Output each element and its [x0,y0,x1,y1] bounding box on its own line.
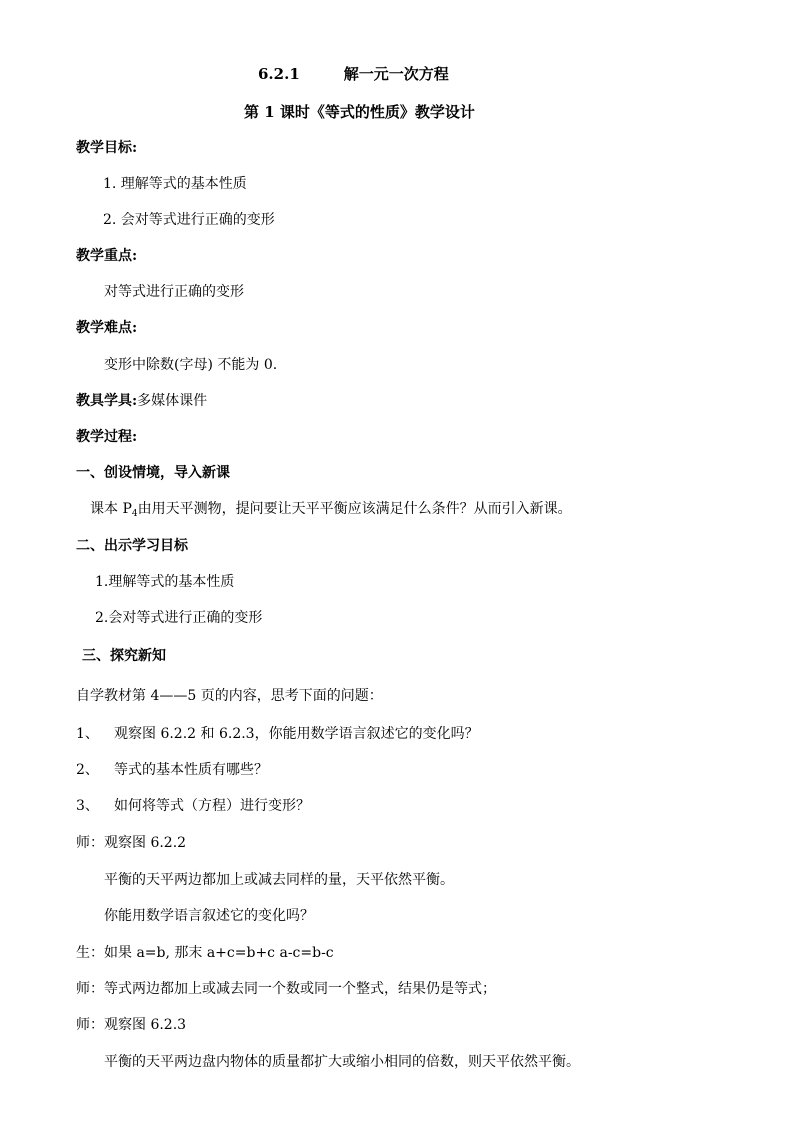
tools-heading: 教具学具: [76,393,138,409]
teacher-line-1: 师：观察图 6.2.2 [76,835,187,851]
question-2-text: 等式的基本性质有哪些？ [114,762,268,778]
difficulty-heading: 教学难点: [76,320,138,336]
balance-line-1: 平衡的天平两边都加上或减去同样的量，天平依然平衡。 [104,872,454,888]
question-2-num: 2、 [76,762,99,778]
section2-item-1: 1.理解等式的基本性质 [95,574,235,590]
question-3 [76,797,310,815]
tools-text: 多媒体课件 [137,393,208,409]
section1-text-after: 由用天平测物，提问要让天平平衡应该满足什么条件？从而引入新课。 [137,501,572,517]
section1-text-before: 课本 P [90,501,132,517]
objective-item-1: 1. 理解等式的基本性质 [103,176,247,192]
tools-line [76,392,207,410]
student-line-1: 生：如果 a=b, 那末 a+c=b+c a-c=b-c [76,945,334,961]
question-2 [76,761,268,779]
section2-item-2: 2.会对等式进行正确的变形 [95,610,263,626]
objectives-heading: 教学目标: [76,140,138,156]
objective-item-2: 2. 会对等式进行正确的变形 [103,212,275,228]
question-1-num: 1、 [76,726,99,742]
question-1-text: 观察图 6.2.2 和 6.2.3，你能用数学语言叙述它的变化吗？ [114,726,479,742]
section1-heading: 一、创设情境，导入新课 [76,465,230,481]
section1-subscript: 4 [131,509,138,519]
section1-text [90,500,572,518]
process-heading: 教学过程: [76,429,138,445]
balance-line-2: 你能用数学语言叙述它的变化吗？ [104,908,314,924]
balance-line-3: 平衡的天平两边盘内物体的质量都扩大或缩小相同的倍数，则天平依然平衡。 [104,1054,580,1070]
difficulty-text: 变形中除数(字母) 不能为 0. [104,357,278,373]
section3-heading: 三、探究新知 [82,648,166,664]
teacher-line-2: 师：等式两边都加上或减去同一个数或同一个整式，结果仍是等式； [76,981,496,997]
question-3-num: 3、 [76,798,99,814]
key-point-heading: 教学重点: [76,248,138,264]
question-3-text: 如何将等式（方程）进行变形？ [114,798,310,814]
question-1 [76,725,479,743]
section-number: 6.2.1 [258,65,300,83]
section3-intro: 自学教材第 4——5 页的内容，思考下面的问题： [76,688,383,704]
doc-title [258,65,449,83]
teacher-line-3: 师：观察图 6.2.3 [76,1017,187,1033]
doc-subtitle: 第 1 课时《等式的性质》教学设计 [244,103,475,121]
key-point-text: 对等式进行正确的变形 [104,284,244,300]
section-name: 解一元一次方程 [343,65,449,83]
section2-heading: 二、出示学习目标 [76,538,188,554]
